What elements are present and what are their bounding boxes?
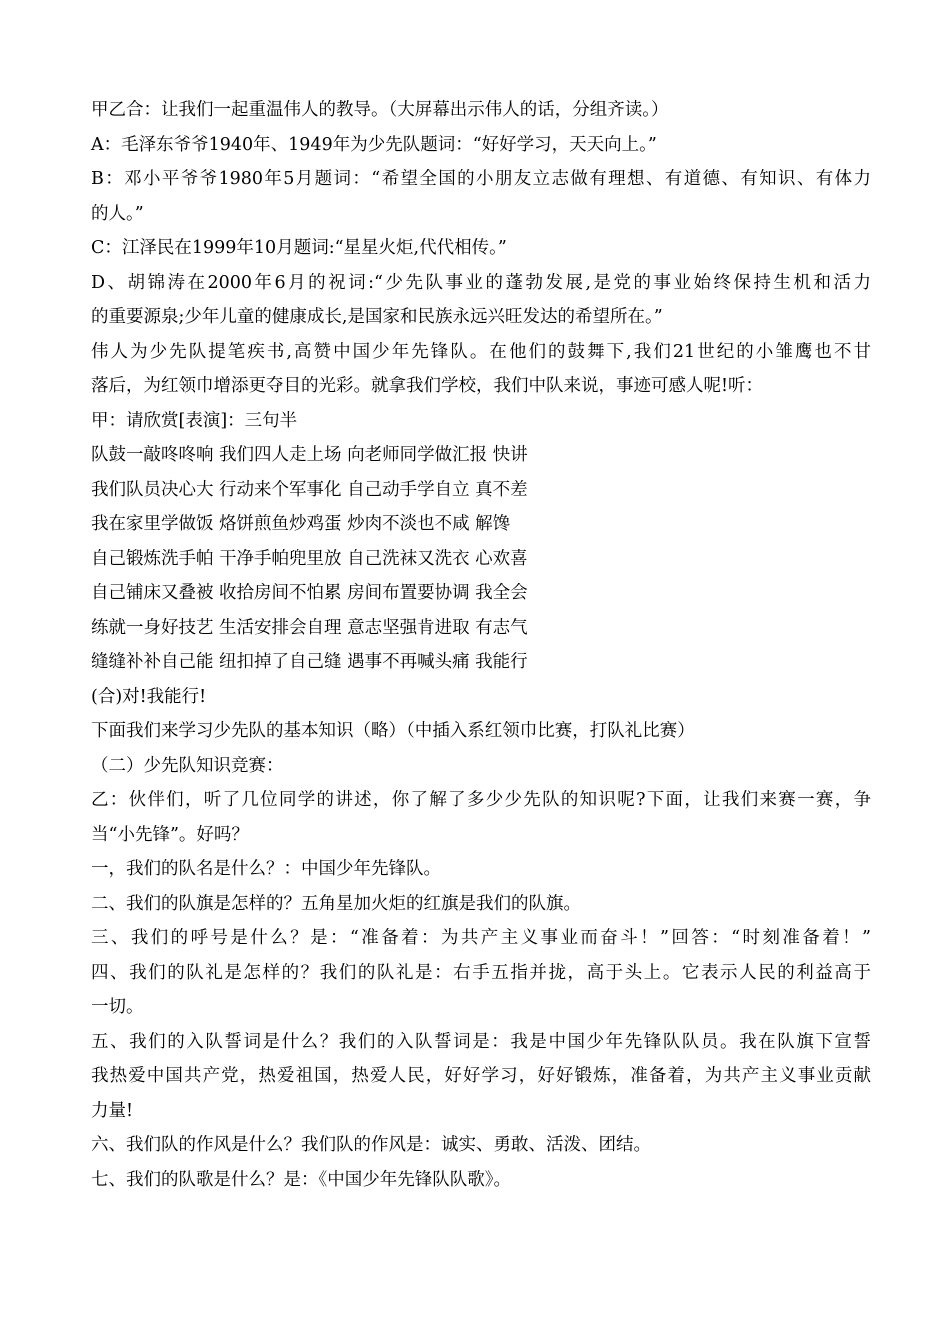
text-line: (合)对!我能行! — [91, 686, 207, 707]
section-heading: （二）少先队知识竞赛： — [91, 755, 284, 776]
text-line: 乙：伙伴们，听了几位同学的讲述，你了解了多少少先队的知识呢?下面，让我们来赛一赛，争 — [91, 790, 871, 810]
quiz-item: 力量! — [91, 1100, 134, 1121]
document-page — [91, 93, 871, 1197]
quiz-item: 二、我们的队旗是怎样的？五角星加火炬的红旗是我们的队旗。 — [91, 893, 581, 914]
text-line: A：毛泽东爷爷1940年、1949年为少先队题词：“好好学习，天天向上。” — [91, 134, 657, 155]
poem-line: 我们队员决心大 行动来个军事化 自己动手学自立 真不差 — [91, 479, 528, 500]
text-line: 落后，为红领巾增添更夺目的光彩。就拿我们学校，我们中队来说，事迹可感人呢!听： — [91, 376, 764, 396]
text-line: C：江泽民在1999年10月题词:“星星火炬,代代相传。” — [91, 238, 507, 258]
text-line: D、胡锦涛在2000年6月的祝词:“少先队事业的蓬勃发展,是党的事业始终保持生机和活力 — [91, 272, 871, 293]
poem-line: 练就一身好技艺 生活安排会自理 意志坚强肯进取 有志气 — [91, 617, 528, 638]
text-line: 的人。” — [91, 203, 144, 224]
text-line: 的重要源泉;少年儿童的健康成长,是国家和民族永远兴旺发达的希望所在。” — [91, 307, 663, 327]
poem-line: 队鼓一敲咚咚响 我们四人走上场 向老师同学做汇报 快讲 — [91, 445, 528, 465]
text-line: 甲：请欣赏[表演]：三句半 — [91, 410, 298, 431]
text-line: B：邓小平爷爷1980年5月题词：“希望全国的小朋友立志做有理想、有道德、有知识、有体力 — [91, 169, 871, 189]
quiz-item: 一，我们的队名是什么？：中国少年先锋队。 — [91, 859, 441, 879]
quiz-item: 六、我们队的作风是什么？我们队的作风是：诚实、勇敢、活泼、团结。 — [91, 1135, 651, 1155]
poem-line: 缝缝补补自己能 纽扣掉了自己缝 遇事不再喊头痛 我能行 — [91, 652, 528, 672]
poem-line: 自己铺床又叠被 收拾房间不怕累 房间布置要协调 我全会 — [91, 583, 528, 603]
text-line: 当“小先锋”。好吗？ — [91, 824, 249, 845]
quiz-item: 五、我们的入队誓词是什么？我们的入队誓词是：我是中国少年先锋队队员。我在队旗下宣誓 — [91, 1031, 871, 1052]
quiz-item: 一切。 — [91, 997, 144, 1017]
quiz-item: 四、我们的队礼是怎样的？我们的队礼是：右手五指并拢，高于头上。它表示人民的利益高于 — [91, 962, 871, 983]
text-line: 下面我们来学习少先队的基本知识（略）（中插入系红领巾比赛，打队礼比赛） — [91, 721, 695, 741]
quiz-item: 七、我们的队歌是什么？是：《中国少年先锋队队歌》。 — [91, 1169, 511, 1190]
text-line: 甲乙合：让我们一起重温伟人的教导。（大屏幕出示伟人的话，分组齐读。） — [91, 100, 669, 120]
poem-line: 自己锻炼洗手帕 干净手帕兜里放 自己洗袜又洗衣 心欢喜 — [91, 548, 528, 569]
quiz-item: 三、我们的呼号是什么？是：“准备着：为共产主义事业而奋斗！”回答：“时刻准备着！” — [91, 928, 871, 948]
quiz-item: 我热爱中国共产党，热爱祖国，热爱人民，好好学习，好好锻炼，准备着，为共产主义事业贡献 — [91, 1066, 871, 1086]
text-line: 伟人为少先队提笔疾书,高赞中国少年先锋队。在他们的鼓舞下,我们21世纪的小雏鹰也不甘 — [91, 341, 871, 362]
poem-line: 我在家里学做饭 烙饼煎鱼炒鸡蛋 炒肉不淡也不咸 解馋 — [91, 514, 511, 534]
